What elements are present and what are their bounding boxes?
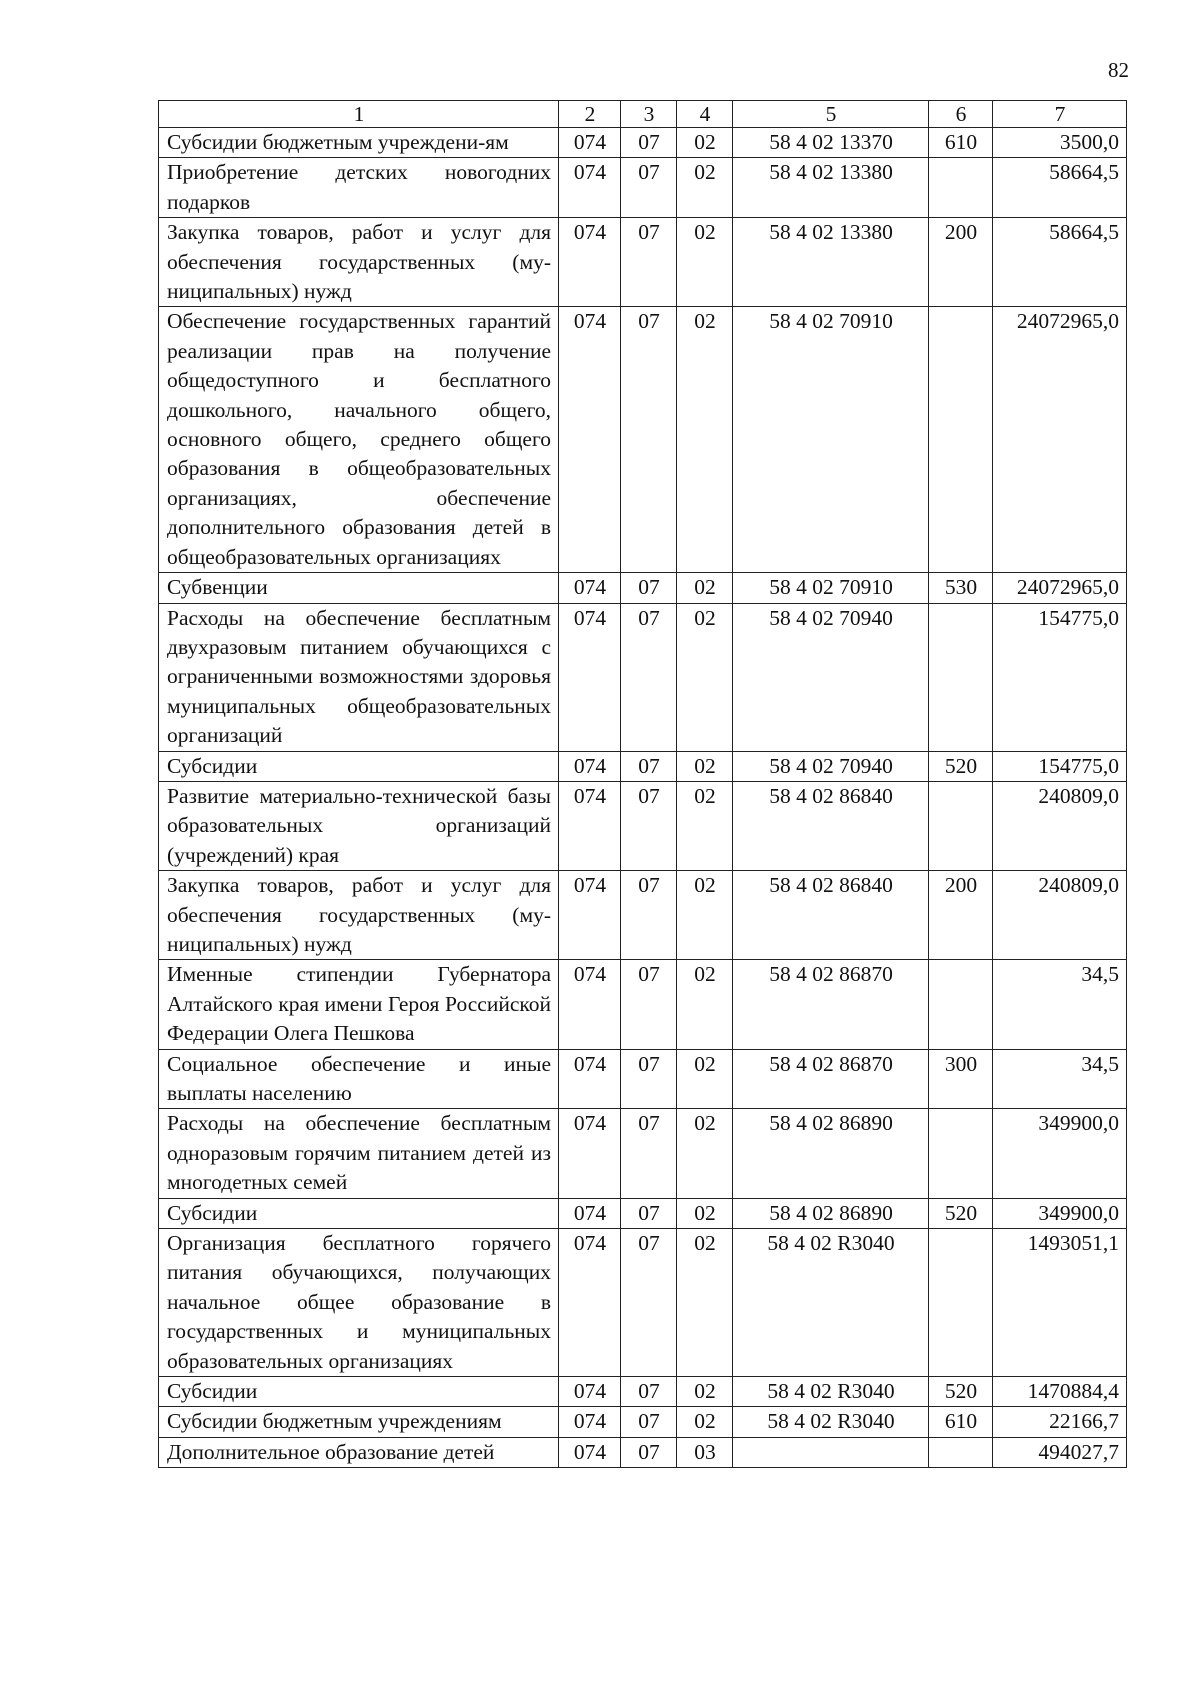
subsection-code-cell: 02 [677, 781, 733, 870]
header-col-5: 5 [733, 101, 929, 128]
target-article-cell: 58 4 02 R3040 [733, 1229, 929, 1377]
subsection-code-cell: 02 [677, 158, 733, 218]
target-article-cell: 58 4 02 13380 [733, 218, 929, 307]
department-code-cell: 074 [559, 573, 621, 603]
table-row [159, 1407, 1127, 1437]
department-code-cell: 074 [559, 218, 621, 307]
target-article-cell: 58 4 02 13380 [733, 158, 929, 218]
amount-cell: 494027,7 [993, 1437, 1127, 1467]
amount-cell: 58664,5 [993, 218, 1127, 307]
expense-name-cell: Развитие материально-технической базы образовательных организаций (учреждений) края [159, 781, 559, 870]
section-code-cell: 07 [621, 1229, 677, 1377]
department-code-cell: 074 [559, 158, 621, 218]
expense-name-cell: Субвенции [159, 573, 559, 603]
subsection-code-cell: 02 [677, 218, 733, 307]
section-code-cell: 07 [621, 1437, 677, 1467]
amount-cell: 24072965,0 [993, 573, 1127, 603]
table-row [159, 1437, 1127, 1467]
table-row [159, 218, 1127, 307]
section-code-cell: 07 [621, 218, 677, 307]
subsection-code-cell: 02 [677, 1229, 733, 1377]
target-article-cell [733, 1437, 929, 1467]
expense-name-cell: Социальное обеспечение и иные выплаты населению [159, 1049, 559, 1109]
department-code-cell: 074 [559, 871, 621, 960]
department-code-cell: 074 [559, 1049, 621, 1109]
expense-type-cell [929, 781, 993, 870]
amount-cell: 34,5 [993, 1049, 1127, 1109]
expense-type-cell [929, 307, 993, 573]
expense-name-cell: Именные стипендии Губернатора Алтайского края имени Героя Российской Федерации Олега Пешкова [159, 960, 559, 1049]
expense-name-cell: Организация бесплатного горячего питания обучающихся, получающих начальное общее образование в государственных и муниципальных образовательных организациях [159, 1229, 559, 1377]
table-row [159, 307, 1127, 573]
subsection-code-cell: 02 [677, 128, 733, 158]
amount-cell: 22166,7 [993, 1407, 1127, 1437]
expense-type-cell: 520 [929, 1198, 993, 1228]
expense-type-cell: 200 [929, 218, 993, 307]
target-article-cell: 58 4 02 70940 [733, 603, 929, 751]
target-article-cell: 58 4 02 86890 [733, 1198, 929, 1228]
target-article-cell: 58 4 02 70940 [733, 751, 929, 781]
header-col-2: 2 [559, 101, 621, 128]
amount-cell: 240809,0 [993, 781, 1127, 870]
department-code-cell: 074 [559, 960, 621, 1049]
target-article-cell: 58 4 02 86870 [733, 1049, 929, 1109]
section-code-cell: 07 [621, 128, 677, 158]
department-code-cell: 074 [559, 1229, 621, 1377]
amount-cell: 349900,0 [993, 1198, 1127, 1228]
expense-name-cell: Приобретение детских новогодних подарков [159, 158, 559, 218]
amount-cell: 240809,0 [993, 871, 1127, 960]
table-row [159, 1229, 1127, 1377]
section-code-cell: 07 [621, 307, 677, 573]
section-code-cell: 07 [621, 960, 677, 1049]
expense-type-cell [929, 603, 993, 751]
target-article-cell: 58 4 02 86840 [733, 781, 929, 870]
subsection-code-cell: 02 [677, 1377, 733, 1407]
amount-cell: 3500,0 [993, 128, 1127, 158]
section-code-cell: 07 [621, 158, 677, 218]
table-row [159, 1049, 1127, 1109]
subsection-code-cell: 03 [677, 1437, 733, 1467]
expense-type-cell [929, 960, 993, 1049]
amount-cell: 154775,0 [993, 603, 1127, 751]
subsection-code-cell: 02 [677, 603, 733, 751]
department-code-cell: 074 [559, 307, 621, 573]
section-code-cell: 07 [621, 1377, 677, 1407]
subsection-code-cell: 02 [677, 871, 733, 960]
header-col-7: 7 [993, 101, 1127, 128]
expense-name-cell: Закупка товаров, работ и услуг для обеспечения государственных (муниципальных) нужд [159, 871, 559, 960]
amount-cell: 154775,0 [993, 751, 1127, 781]
target-article-cell: 58 4 02 13370 [733, 128, 929, 158]
department-code-cell: 074 [559, 1407, 621, 1437]
section-code-cell: 07 [621, 603, 677, 751]
department-code-cell: 074 [559, 1198, 621, 1228]
expense-name-cell: Субсидии [159, 1198, 559, 1228]
target-article-cell: 58 4 02 R3040 [733, 1407, 929, 1437]
expense-type-cell: 530 [929, 573, 993, 603]
amount-cell: 58664,5 [993, 158, 1127, 218]
expense-type-cell [929, 1109, 993, 1198]
expense-name-cell: Дополнительное образование детей [159, 1437, 559, 1467]
amount-cell: 1470884,4 [993, 1377, 1127, 1407]
section-code-cell: 07 [621, 573, 677, 603]
amount-cell: 1493051,1 [993, 1229, 1127, 1377]
expense-type-cell: 520 [929, 1377, 993, 1407]
table-header-row [159, 101, 1127, 128]
section-code-cell: 07 [621, 1109, 677, 1198]
amount-cell: 24072965,0 [993, 307, 1127, 573]
expense-type-cell: 200 [929, 871, 993, 960]
budget-table [158, 100, 1127, 1468]
subsection-code-cell: 02 [677, 1407, 733, 1437]
table-row [159, 573, 1127, 603]
subsection-code-cell: 02 [677, 1198, 733, 1228]
expense-type-cell: 610 [929, 128, 993, 158]
department-code-cell: 074 [559, 751, 621, 781]
expense-type-cell [929, 158, 993, 218]
section-code-cell: 07 [621, 871, 677, 960]
header-col-1: 1 [159, 101, 559, 128]
department-code-cell: 074 [559, 1437, 621, 1467]
table-row [159, 1377, 1127, 1407]
department-code-cell: 074 [559, 128, 621, 158]
section-code-cell: 07 [621, 1049, 677, 1109]
department-code-cell: 074 [559, 781, 621, 870]
subsection-code-cell: 02 [677, 960, 733, 1049]
table-row [159, 1109, 1127, 1198]
amount-cell: 34,5 [993, 960, 1127, 1049]
expense-type-cell [929, 1229, 993, 1377]
header-col-3: 3 [621, 101, 677, 128]
section-code-cell: 07 [621, 751, 677, 781]
target-article-cell: 58 4 02 86890 [733, 1109, 929, 1198]
table-row [159, 871, 1127, 960]
table-row [159, 781, 1127, 870]
table-row [159, 960, 1127, 1049]
subsection-code-cell: 02 [677, 751, 733, 781]
table-row [159, 603, 1127, 751]
expense-type-cell: 300 [929, 1049, 993, 1109]
subsection-code-cell: 02 [677, 573, 733, 603]
table-row [159, 751, 1127, 781]
page-number: 82 [1108, 58, 1129, 82]
subsection-code-cell: 02 [677, 1109, 733, 1198]
target-article-cell: 58 4 02 86840 [733, 871, 929, 960]
expense-name-cell: Субсидии бюджетным учреждениям [159, 1407, 559, 1437]
table-row [159, 158, 1127, 218]
expense-name-cell: Расходы на обеспечение бесплатным одноразовым горячим питанием детей из многодетных семей [159, 1109, 559, 1198]
target-article-cell: 58 4 02 70910 [733, 307, 929, 573]
expense-name-cell: Субсидии [159, 1377, 559, 1407]
expense-type-cell: 520 [929, 751, 993, 781]
header-col-4: 4 [677, 101, 733, 128]
department-code-cell: 074 [559, 1109, 621, 1198]
target-article-cell: 58 4 02 R3040 [733, 1377, 929, 1407]
header-col-6: 6 [929, 101, 993, 128]
expense-type-cell: 610 [929, 1407, 993, 1437]
subsection-code-cell: 02 [677, 1049, 733, 1109]
subsection-code-cell: 02 [677, 307, 733, 573]
department-code-cell: 074 [559, 1377, 621, 1407]
section-code-cell: 07 [621, 781, 677, 870]
table-row [159, 1198, 1127, 1228]
expense-name-cell: Субсидии [159, 751, 559, 781]
target-article-cell: 58 4 02 70910 [733, 573, 929, 603]
expense-name-cell: Закупка товаров, работ и услуг для обеспечения государственных (муниципальных) нужд [159, 218, 559, 307]
department-code-cell: 074 [559, 603, 621, 751]
target-article-cell: 58 4 02 86870 [733, 960, 929, 1049]
expense-type-cell [929, 1437, 993, 1467]
expense-name-cell: Обеспечение государственных гарантий реализации прав на получение общедоступного и бесплатного дошкольного, начального общего, основного общего, среднего общего образования в общеобразовательных организациях, обеспечение дополнительного образования детей в общеобразовательных организациях [159, 307, 559, 573]
section-code-cell: 07 [621, 1407, 677, 1437]
expense-name-cell: Расходы на обеспечение бесплатным двухразовым питанием обучающихся с ограниченными возможностями здоровья муниципальных общеобразовательных организаций [159, 603, 559, 751]
table-row [159, 128, 1127, 158]
expense-name-cell: Субсидии бюджетным учреждени-ям [159, 128, 559, 158]
amount-cell: 349900,0 [993, 1109, 1127, 1198]
section-code-cell: 07 [621, 1198, 677, 1228]
